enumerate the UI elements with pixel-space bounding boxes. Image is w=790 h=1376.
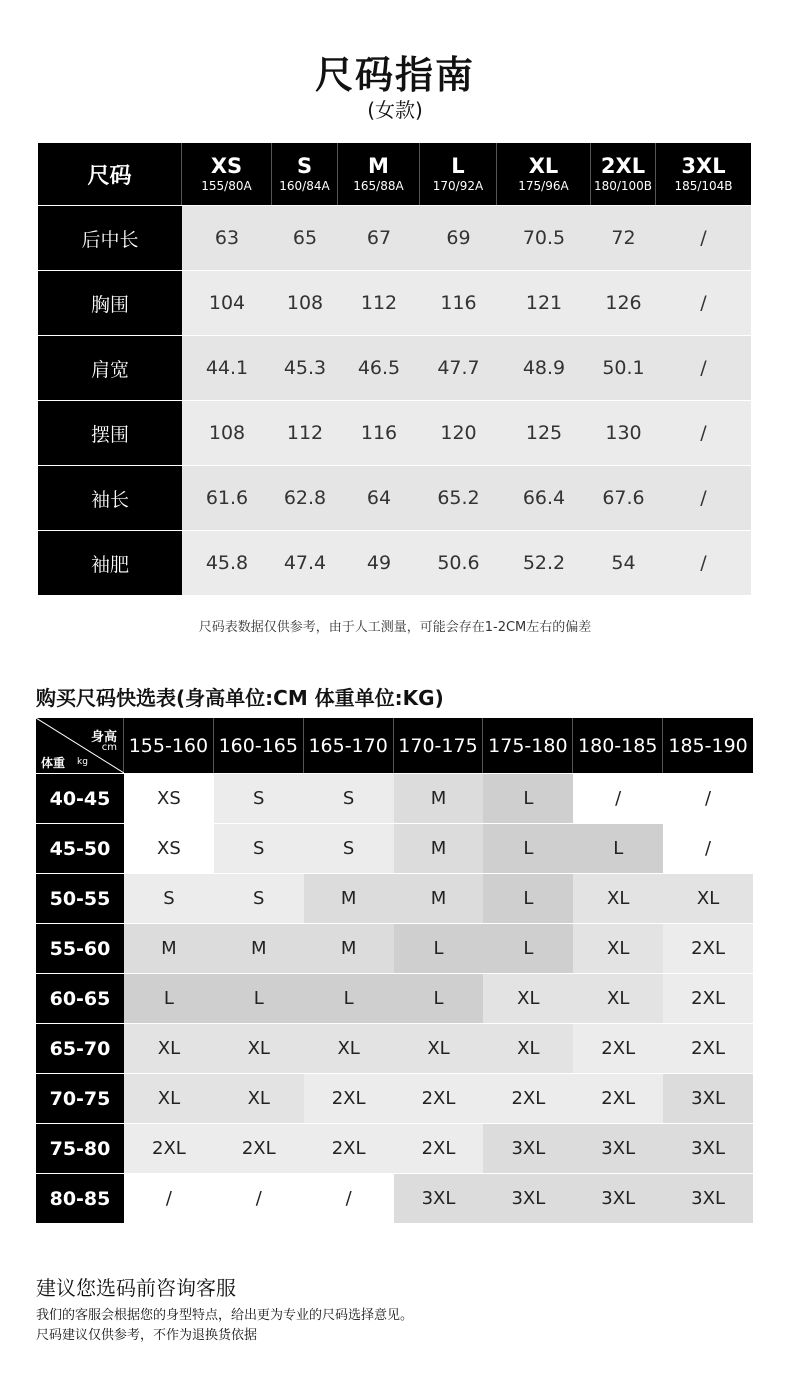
height-range-header: 160-165 (214, 718, 304, 773)
height-range-header: 155-160 (124, 718, 214, 773)
corner-height-label: 身高 (90, 730, 117, 745)
size-spec: 170/92A (432, 179, 484, 193)
recommended-size-cell: 2XL (394, 1124, 484, 1173)
recommended-size-cell: 2XL (124, 1124, 214, 1173)
weight-range-label: 80-85 (36, 1174, 124, 1223)
recommended-size-cell: L (483, 824, 573, 873)
measurement-value: 125 (525, 422, 563, 444)
measurement-value: 49 (366, 552, 392, 574)
recommended-size-cell: S (124, 874, 214, 923)
recommended-size-cell: M (394, 874, 484, 923)
recommended-size-cell: / (573, 774, 663, 823)
recommended-size-cell: S (214, 874, 304, 923)
measurement-label: 胸围 (38, 271, 182, 335)
quick-table-row (36, 924, 753, 973)
recommended-size-cell: 2XL (304, 1124, 394, 1173)
suggestion-title: 建议您选码前咨询客服 (36, 1276, 236, 1300)
measurement-label: 摆围 (38, 401, 182, 465)
size-col-2xl (591, 143, 656, 205)
measurement-value: 47.7 (437, 357, 480, 379)
measurement-value: 45.3 (283, 357, 327, 379)
measurement-value: 108 (286, 292, 324, 314)
recommended-size-cell: M (394, 824, 484, 873)
weight-range-label: 65-70 (36, 1024, 124, 1073)
recommended-size-cell: M (304, 874, 394, 923)
recommended-size-cell: / (124, 1174, 214, 1223)
recommended-size-cell: 2XL (573, 1024, 663, 1073)
size-col-xs (182, 143, 272, 205)
size-table (38, 143, 751, 595)
recommended-size-cell: XS (124, 824, 214, 873)
measurement-label: 肩宽 (38, 336, 182, 400)
recommended-size-cell: 2XL (663, 924, 753, 973)
size-spec: 175/96A (518, 179, 569, 193)
measurement-value: 50.6 (437, 552, 480, 574)
page-subtitle: (女款) (367, 98, 423, 122)
measurement-value: 62.8 (283, 487, 327, 509)
corner-weight-unit: kg (77, 757, 88, 767)
size-spec: 180/100B (593, 179, 653, 193)
size-table-row (38, 206, 751, 270)
measurement-value: 69 (446, 227, 471, 249)
measurement-value: 48.9 (522, 357, 566, 379)
size-spec: 160/84A (279, 179, 330, 193)
measurement-value: 61.6 (205, 487, 249, 509)
recommended-size-cell: 2XL (483, 1074, 573, 1123)
quick-table-header (36, 718, 753, 773)
recommended-size-cell: 3XL (483, 1124, 573, 1173)
quick-table-row (36, 1174, 753, 1223)
recommended-size-cell: 2XL (663, 974, 753, 1023)
measurement-label: 后中长 (38, 206, 182, 270)
recommended-size-cell: M (214, 924, 304, 973)
recommended-size-cell: L (573, 824, 663, 873)
recommended-size-cell: 3XL (663, 1124, 753, 1173)
size-spec: 165/88A (353, 179, 404, 193)
measurement-label: 袖肥 (38, 531, 182, 595)
measurement-value: 121 (525, 292, 563, 314)
measurement-value: 65 (292, 227, 318, 249)
size-col-m (338, 143, 420, 205)
measurement-value: 120 (440, 422, 477, 444)
size-name: 2XL (600, 154, 646, 178)
size-table-header (38, 143, 751, 205)
recommended-size-cell: L (483, 924, 573, 973)
measurement-value: 45.8 (205, 552, 249, 574)
recommended-size-cell: L (214, 974, 304, 1023)
recommended-size-cell: M (304, 924, 394, 973)
measurement-value: 44.1 (205, 357, 249, 379)
measurement-value: 126 (605, 292, 642, 314)
recommended-size-cell: S (304, 824, 394, 873)
measurement-values (182, 336, 751, 400)
measurement-value: 108 (208, 422, 246, 444)
measurement-value: 70.5 (522, 227, 566, 249)
recommended-size-cell: M (124, 924, 214, 973)
recommended-size-cell: XL (663, 874, 753, 923)
recommended-size-cell: / (663, 824, 753, 873)
measurement-value: 66.4 (522, 487, 566, 509)
recommended-size-cell: 2XL (304, 1074, 394, 1123)
weight-range-label: 70-75 (36, 1074, 124, 1123)
recommended-size-cell: S (214, 774, 304, 823)
size-col-3xl (656, 143, 751, 205)
quick-table-corner (36, 718, 124, 773)
recommended-size-cell: 2XL (573, 1074, 663, 1123)
weight-range-label: 55-60 (36, 924, 124, 973)
measurement-value: 47.4 (283, 552, 327, 574)
recommended-size-cell: 3XL (573, 1174, 663, 1223)
weight-range-label: 50-55 (36, 874, 124, 923)
measurement-values (182, 466, 751, 530)
quick-table-title: 购买尺码快选表(身高单位:CM 体重单位:KG) (36, 686, 444, 710)
measurement-label: 袖长 (38, 466, 182, 530)
size-name: S (296, 154, 313, 178)
measurement-value: 65.2 (437, 487, 480, 509)
size-table-row (38, 271, 751, 335)
recommended-size-cell: XL (124, 1074, 214, 1123)
size-header-label: 尺码 (38, 143, 182, 205)
height-range-header: 180-185 (573, 718, 663, 773)
recommended-size-cell: 3XL (663, 1074, 753, 1123)
quick-table-row (36, 974, 753, 1023)
measurement-value: / (700, 487, 707, 509)
height-range-header: 175-180 (483, 718, 573, 773)
measurement-value: 116 (440, 292, 477, 314)
recommended-size-cell: L (483, 874, 573, 923)
size-col-s (272, 143, 338, 205)
quick-table-row (36, 1074, 753, 1123)
measurement-value: 67.6 (602, 487, 645, 509)
size-name: L (451, 154, 465, 178)
measurement-value: 130 (605, 422, 642, 444)
quick-table-row (36, 874, 753, 923)
weight-range-label: 60-65 (36, 974, 124, 1023)
recommended-size-cell: L (483, 774, 573, 823)
corner-weight-label: 体重 (41, 756, 66, 770)
measurement-value: 54 (611, 552, 636, 574)
suggestion-line-2: 尺码建议仅供参考，不作为退换货依据 (36, 1328, 258, 1343)
recommended-size-cell: 2XL (663, 1024, 753, 1073)
measurement-value: / (700, 357, 707, 379)
height-range-header: 170-175 (394, 718, 484, 773)
weight-range-label: 45-50 (36, 824, 124, 873)
size-spec: 185/104B (674, 179, 733, 193)
recommended-size-cell: XL (214, 1074, 304, 1123)
recommended-size-cell: 3XL (483, 1174, 573, 1223)
measurement-value: 50.1 (602, 357, 645, 379)
measurement-value: 72 (611, 227, 636, 249)
quick-table-row (36, 1124, 753, 1173)
measurement-value: 64 (366, 487, 392, 509)
measurement-value: 112 (360, 292, 398, 314)
height-range-header: 165-170 (304, 718, 394, 773)
recommended-size-cell: XL (573, 974, 663, 1023)
recommended-size-cell: XL (124, 1024, 214, 1073)
recommended-size-cell: L (394, 974, 484, 1023)
recommended-size-cell: 2XL (394, 1074, 484, 1123)
measurement-value: 112 (286, 422, 324, 444)
recommended-size-cell: S (214, 824, 304, 873)
size-spec: 155/80A (201, 179, 252, 193)
recommended-size-cell: 3XL (663, 1174, 753, 1223)
recommended-size-cell: L (124, 974, 214, 1023)
quick-table-row (36, 1024, 753, 1073)
measurement-values (182, 271, 751, 335)
height-range-header: 185-190 (668, 734, 748, 757)
recommended-size-cell: XS (124, 774, 214, 823)
measurement-value: / (700, 292, 707, 314)
size-table-body (38, 206, 751, 595)
recommended-size-cell: XL (573, 924, 663, 973)
suggestion-line-1: 我们的客服会根据您的身型特点，给出更为专业的尺码选择意见。 (36, 1308, 414, 1323)
size-table-row (38, 401, 751, 465)
recommended-size-cell: M (394, 774, 484, 823)
measurement-value: 52.2 (522, 552, 566, 574)
measurement-value: 104 (208, 292, 246, 314)
measurement-value: / (700, 552, 707, 574)
recommended-size-cell: / (663, 774, 753, 823)
quick-size-table (36, 718, 753, 1223)
size-name: M (368, 154, 389, 178)
quick-table-row (36, 824, 753, 873)
recommended-size-cell: XL (214, 1024, 304, 1073)
page-title: 尺码指南 (314, 53, 475, 97)
quick-table-body (36, 774, 753, 1223)
measurement-values (182, 531, 751, 595)
recommended-size-cell: 3XL (394, 1174, 484, 1223)
measurement-value: 63 (214, 227, 240, 249)
size-name: XL (528, 154, 559, 178)
recommended-size-cell: XL (483, 974, 573, 1023)
recommended-size-cell: / (304, 1174, 394, 1223)
quick-table-row (36, 774, 753, 823)
recommended-size-cell: 3XL (573, 1124, 663, 1173)
weight-range-label: 75-80 (36, 1124, 124, 1173)
measurement-value: / (700, 227, 707, 249)
size-col-l (420, 143, 497, 205)
measurement-value: 67 (366, 227, 392, 249)
recommended-size-cell: L (394, 924, 484, 973)
size-name: 3XL (681, 154, 726, 178)
recommended-size-cell: / (214, 1174, 304, 1223)
measurement-note: 尺码表数据仅供参考，由于人工测量，可能会存在1-2CM左右的偏差 (198, 620, 592, 635)
size-name: XS (210, 154, 243, 178)
recommended-size-cell: XL (394, 1024, 484, 1073)
measurement-value: / (700, 422, 707, 444)
recommended-size-cell: XL (304, 1024, 394, 1073)
size-table-row (38, 336, 751, 400)
size-table-row (38, 531, 751, 595)
size-col-xl (497, 143, 591, 205)
size-table-row (38, 466, 751, 530)
measurement-values (182, 206, 751, 270)
recommended-size-cell: XL (483, 1024, 573, 1073)
measurement-value: 46.5 (357, 357, 401, 379)
measurement-values (182, 401, 751, 465)
recommended-size-cell: S (304, 774, 394, 823)
recommended-size-cell: XL (573, 874, 663, 923)
recommended-size-cell: L (304, 974, 394, 1023)
weight-range-label: 40-45 (36, 774, 124, 823)
corner-height-unit: cm (101, 742, 117, 753)
measurement-value: 116 (360, 422, 398, 444)
recommended-size-cell: 2XL (214, 1124, 304, 1173)
